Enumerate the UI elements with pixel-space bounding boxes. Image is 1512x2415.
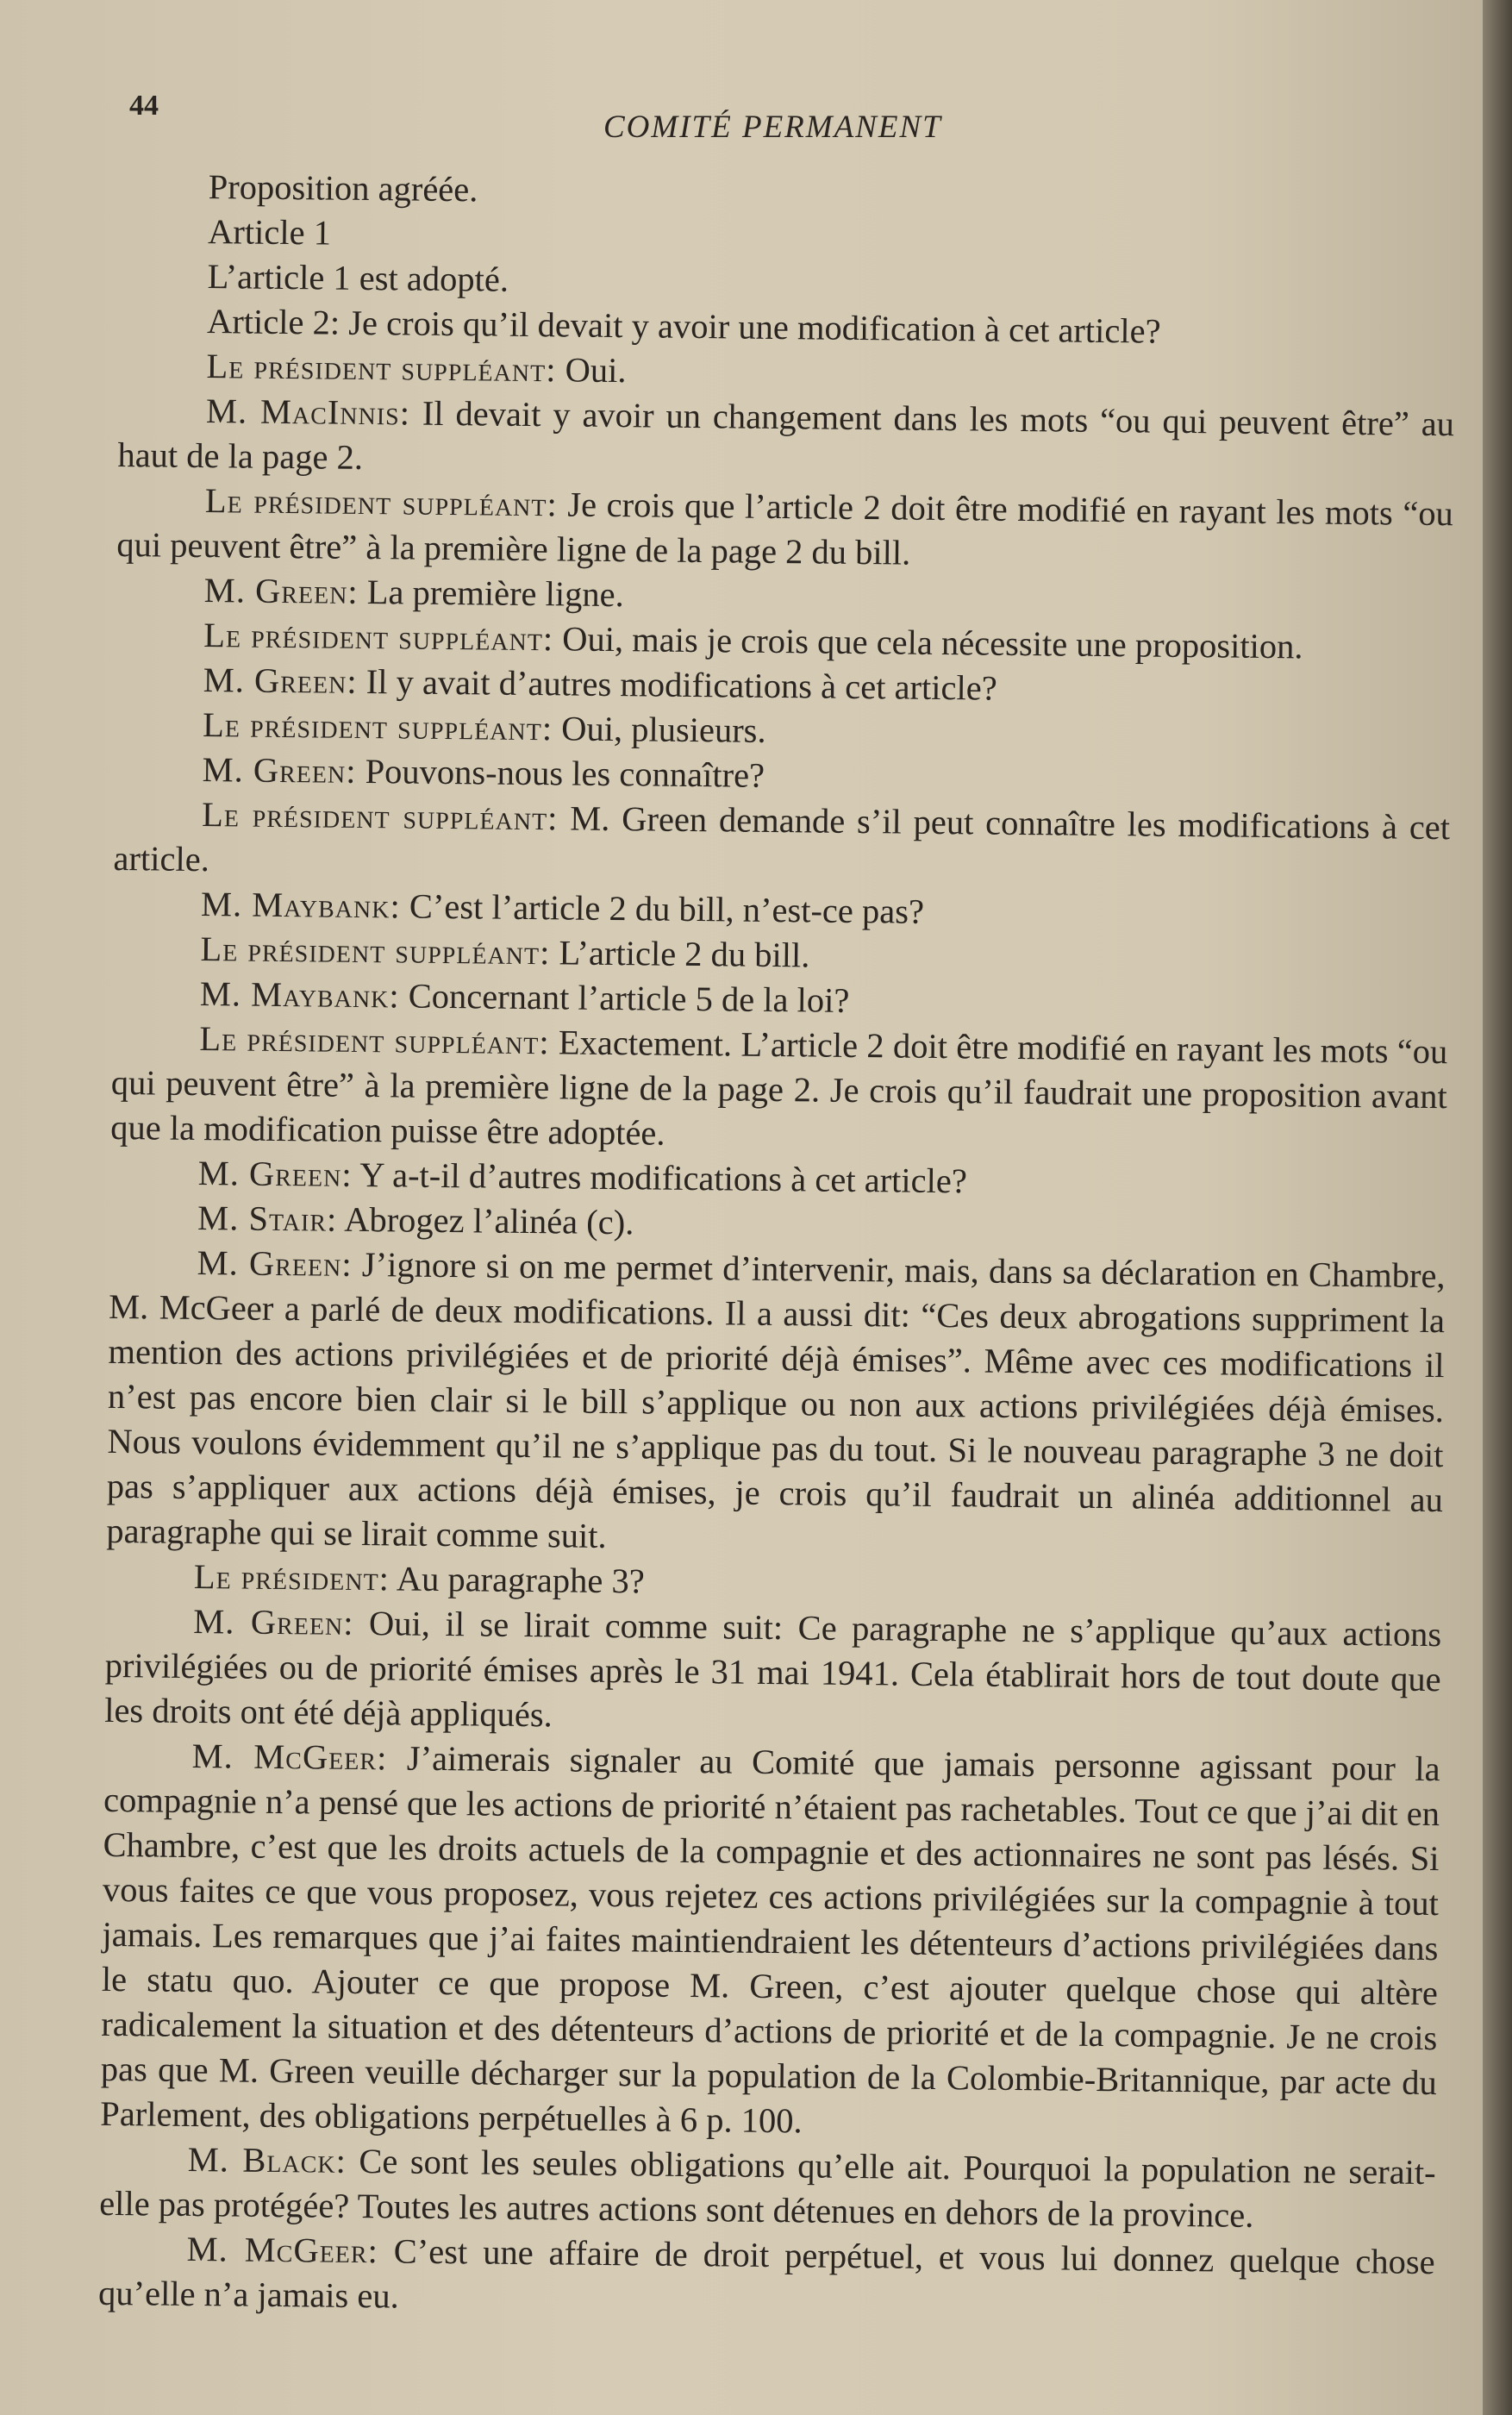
paragraph: [110, 1016, 1448, 1164]
book-binding-edge: [1483, 0, 1512, 2415]
paragraph-text: Oui.: [565, 350, 627, 391]
paragraph: [99, 2137, 1436, 2240]
speaker-name: M. Green:: [203, 571, 359, 611]
paragraph: [116, 478, 1453, 581]
speaker-name: M. Green:: [197, 1242, 353, 1284]
speaker-name: M. McGeer:: [191, 1736, 388, 1778]
speaker-name: Le président suppléant:: [204, 481, 559, 524]
paragraph-text: Proposition agréée.: [208, 167, 478, 210]
paragraph-text: L’article 1 est adopté.: [207, 257, 509, 299]
paragraph-text: Il devait y avoir un changement dans les mots “ou qui peuvent être” au haut de la page 2.: [117, 393, 1455, 477]
paragraph: [117, 388, 1454, 491]
paragraph-text: C’est l’article 2 du bill, n’est-ce pas?: [409, 886, 925, 931]
paragraph-text: J’ignore si on me permet d’intervenir, mais, dans sa déclaration en Chambre, M. McGeer a parlé de deux modifications. Il a aussi dit: “Ces deux abrogations suppriment la mention des actions privilégiées et de priorité déjà émises”. Même avec ces modifications il n’est pas encore bien clair si le bill s’applique ou non aux actions privilégiées déjà émises. Nous voulons évidemment qu’il ne s’applique pas du tout. Si le nouveau paragraphe 3 ne doit pas s’appliquer aux actions déjà émises, je crois qu’il faudrait un alinéa additionnel au paragraphe qui se lirait comme suit.: [106, 1245, 1446, 1555]
paragraph-text: Abrogez l’alinéa (c).: [343, 1199, 634, 1242]
page-number: 44: [129, 90, 159, 122]
paragraph-text: Oui, il se lirait comme suit: Ce paragraphe ne s’applique qu’aux actions privilégiées ou de priorité émises après le 31 mai 1941. Cela établirait hors de tout doute que les droits ont été déjà appliqués.: [103, 1604, 1442, 1735]
speaker-name: M. Stair:: [197, 1198, 338, 1239]
speaker-name: M. Green:: [203, 660, 358, 701]
paragraph-text: Au paragraphe 3?: [396, 1559, 645, 1601]
speaker-name: Le président suppléant:: [203, 616, 554, 659]
transcript-body: [98, 164, 1457, 2330]
speaker-name: M. Green:: [197, 1154, 353, 1194]
paragraph-text: Oui, mais je crois que cela nécessite une proposition.: [562, 619, 1303, 666]
paragraph-text: Pouvons-nous les connaître?: [365, 752, 765, 795]
paragraph-text: Article 1: [207, 212, 332, 253]
paragraph: [113, 791, 1450, 895]
speaker-name: M. McGeer:: [186, 2229, 379, 2271]
speaker-name: M. Green:: [202, 750, 357, 791]
paragraph-text: La première ligne.: [366, 572, 625, 615]
running-title: COMITÉ PERMANENT: [603, 109, 942, 145]
paragraph: [98, 2226, 1435, 2330]
paragraph-text: Concernant l’article 5 de la loi?: [408, 976, 850, 1020]
paragraph-text: Y a-t-il d’autres modifications à cet article?: [359, 1154, 968, 1201]
speaker-name: M. MacInnis:: [205, 391, 411, 433]
paragraph-text: Article 2: Je crois qu’il devait y avoir une modification à cet article?: [206, 302, 1161, 351]
speaker-name: M. Green:: [193, 1601, 354, 1642]
paragraph: [104, 1599, 1442, 1747]
paragraph-text: M. Green demande s’il peut connaître les modifications à cet article.: [113, 798, 1451, 879]
paragraph-text: Il y avait d’autres modifications à cet article?: [366, 662, 997, 708]
speaker-name: Le président suppléant:: [202, 705, 553, 748]
speaker-name: M. Black:: [187, 2139, 347, 2180]
paragraph-text: J’aimerais signaler au Comité que jamais personne agissant pour la compagnie n’a pensé que les actions de priorité n’étaient pas rachetables. Tout ce que j’ai dit en Chambre, c’est que les droits actuels de la compagnie et des actionnaires ne sont pas lésés. Si vous faites ce que vous proposez, vous rejetez ces actions privilégiées sur la compagnie à tout jamais. Les remarques que j’ai faites maintiendraient les détenteurs d’actions privilégiées dans le statu quo. Ajouter ce que propose M. Green, c’est ajouter quelque chose qui altère radicalement la situation et des détenteurs d’actions de priorité et de la compagnie. Je ne crois pas que M. Green veuille décharger sur la population de la Colombie-Britannique, par acte du Parlement, des obligations perpétuelles à 6 p. 100.: [100, 1738, 1440, 2141]
speaker-name: Le président suppléant:: [199, 1019, 550, 1062]
speaker-name: M. Maybank:: [199, 974, 400, 1016]
speaker-name: Le président suppléant:: [206, 347, 557, 390]
paragraph-text: Je crois que l’article 2 doit être modifié en rayant les mots “ou qui peuvent être” à la première ligne de la page 2 du bill.: [116, 485, 1454, 572]
speaker-name: Le président suppléant:: [200, 929, 551, 973]
speaker-name: Le président:: [193, 1556, 390, 1599]
paragraph-text: Oui, plusieurs.: [560, 709, 766, 750]
paragraph: [106, 1240, 1446, 1567]
paragraph-text: Ce sont les seules obligations qu’elle ait. Pourquoi la population ne serait-elle pas protégée? Toutes les autres actions sont détenues en dehors de la province.: [98, 2142, 1436, 2235]
paragraph-text: L’article 2 du bill.: [559, 933, 810, 975]
paragraph-text: C’est une affaire de droit perpétuel, et vous lui donnez quelque chose qu’elle n’a jamais eu.: [97, 2231, 1435, 2316]
speaker-name: M. Maybank:: [200, 885, 401, 926]
paragraph: [100, 1733, 1440, 2150]
speaker-name: Le président suppléant:: [201, 795, 559, 838]
paragraph-text: Exactement. L’article 2 doit être modifié en rayant les mots “ou qui peuvent être” à la première ligne de la page 2. Je crois qu’il faudrait une proposition avant que la modification puisse être adoptée.: [110, 1023, 1448, 1153]
